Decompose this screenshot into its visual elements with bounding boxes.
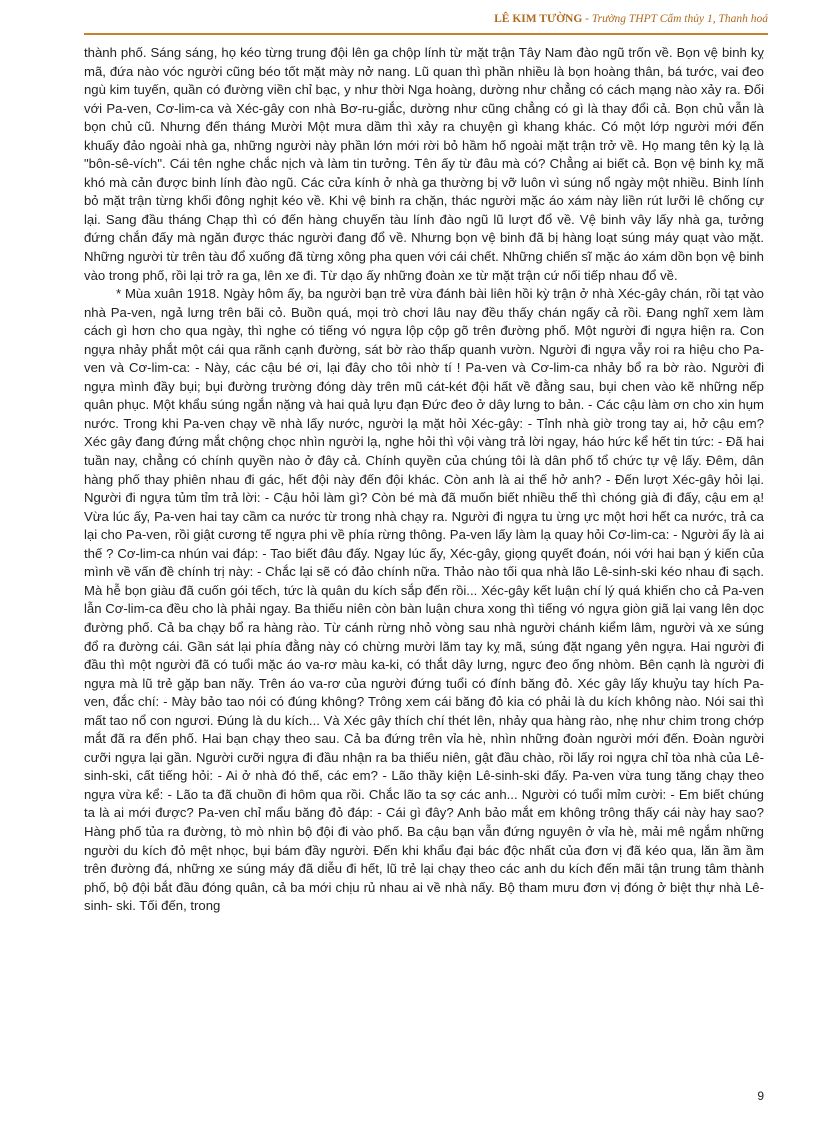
header-author: LÊ KIM TƯỜNG (494, 13, 583, 25)
header-school: Trường THPT Cẩm thủy 1, Thanh hoá (591, 13, 768, 25)
running-header (84, 13, 768, 33)
header-divider (84, 33, 768, 37)
paragraph-continued: thành phố. Sáng sáng, họ kéo từng trung đội lên ga chộp lính từ mặt trận Tây Nam đào ngũ trốn về. Bọn vệ binh kỵ mã, đứa nào vóc người cũng béo tốt mặt mày nở nang. Lũ quan thì phần nhiều là bọn hoàng thân, bá tước, vai đeo ngù kim tuyến, quần có đường viền chỉ bạc, y như thời Nga hoàng, dường như chẳng có cách mạng nào xảy ra. Đối với Pa-ven, Cơ-lim-ca và Xéc-gây con nhà Bơ-ru-giắc, dường như cũng chẳng có gì là thay đổi cả. Bọn chủ vẫn là bọn chủ cũ. Nhưng đến tháng Mười Một mưa dầm thì xảy ra chuyện gì khang khác. Có một lớp người mới đến khuấy đảo ngoài nhà ga, những người này phần lớn mới rời bỏ hầm hố ngoài mặt trận trở về. Họ mang tên kỳ lạ là "bôn-sê-vích". Cái tên nghe chắc nịch và làm tin tưởng. Tên ấy từ đâu mà có? Chẳng ai biết cả. Bọn vệ binh kỵ mã khó mà cản được binh lính đào ngũ. Các cửa kính ở nhà ga thường bị vỡ luôn vì súng nổ ngày một nhiều. Binh lính bỏ mặt trận từng khối đông nghịt kéo về. Khi vệ binh ra chặn, thác người mặc áo xám này liền rút lưỡi lê chống cự lại. Sang đầu tháng Chạp thì có đến hàng chuyến tàu lính đào ngũ lũ lượt đổ về. Vệ binh vây lấy nhà ga, tưởng đứng chắn đấy mà ngăn được thác người đang đổ về. Nhưng bọn vệ binh đã bị hàng loạt súng máy quạt vào mặt. Những người từ trên tàu đổ xuống đã từng xông pha quen với cái chết. Những chiến sĩ mặc áo xám dồn bọn vệ binh vào trong phố, rồi lại trở ra ga, lên xe đi. Từ dạo ấy những đoàn xe từ mặt trận cứ nối tiếp nhau đổ về. (84, 45, 764, 283)
header-separator: - (582, 13, 592, 25)
page-number: 9 (757, 1089, 764, 1103)
body-text (84, 44, 764, 916)
paragraph-spring-1918: * Mùa xuân 1918. Ngày hôm ấy, ba người bạn trẻ vừa đánh bài liên hồi kỳ trận ở nhà Xéc-gây chán, rồi tạt vào nhà Pa-ven, ngả lưng trên bãi cỏ. Buồn quá, mọi trò chơi lâu nay đều thấy chán ngấy cả rồi. Đang nghĩ xem làm cách gì hơn cho qua ngày, thì nghe có tiếng vó ngựa lộp cộp gõ trên đường phố. Một người đi ngựa hiện ra. Con ngựa nhảy phắt một cái qua rãnh cạnh đường, sát bờ rào thấp quanh vườn. Người đi ngựa vẫy roi ra hiệu cho Pa-ven và Cơ-lim-ca: - Này, các cậu bé ơi, lại đây cho tôi nhờ tí ! Pa-ven và Cơ-lim-ca nhảy bổ ra bờ rào. Người đi ngựa mình đầy bụi; bụi đường trường đóng dày trên mũ cát-két đội hất về đằng sau, bụi chen vào kẽ những nếp quân phục. Một khẩu súng ngắn nặng và hai quả lựu đạn Đức đeo ở dây lưng to bản. - Các cậu làm ơn cho xin hụm nước. Trong khi Pa-ven chạy về nhà lấy nước, người lạ mặt hỏi Xéc-gây: - Tỉnh nhà giờ trong tay ai, hở cậu em? Xéc gây đang đứng mắt chộng chọc nhìn người lạ, nghe hỏi thì vội vàng trả lời ngay, háo hức kể hết tin tức: - Đã hai tuần nay, chẳng có chính quyền nào ở đây cả. Chính quyền của chúng tôi là dân phố tổ chức tự vệ lấy. Đêm, dân hàng phố thay phiên nhau đi gác, hết đội này đến đội khác. Còn anh là ai thế hở anh? - Đến lượt Xéc-gây hỏi lại. Người đi ngựa tủm tỉm trả lời: - Cậu hỏi làm gì? Còn bé mà đã muốn biết nhiều thế thì chóng già đi đấy, cậu em ạ! Vừa lúc ấy, Pa-ven hai tay cầm ca nước từ trong nhà chạy ra. Người đi ngựa tu ừng ực một hơi hết ca nước, trả ca lại cho Pa-ven, rồi giật cương tế ngựa phi về phía rừng thông. Pa-ven lấy làm lạ quay hỏi Cơ-lim-ca: - Người ấy là ai thế ? Cơ-lim-ca nhún vai đáp: - Tao biết đâu đấy. Ngay lúc ấy, Xéc-gây, giọng quyết đoán, nói với hai bạn ý kiến của mình về vấn đề chính trị này: - Chắc lại sẽ có đảo chính nữa. Thảo nào tối qua nhà lão Lê-sinh-ski kéo nhau đi sạch. Mà hễ bọn giàu đã cuốn gói tếch, tức là quân du kích sắp đến rồi... Xéc-gây kết luận chí lý quá khiến cho cả Pa-ven lẫn Cơ-lim-ca đều cho là phải ngay. Ba thiếu niên còn bàn luận chưa xong thì tiếng vó ngựa giòn giã lại vang lên dọc đường phố. Cả ba chạy bổ ra hàng rào. Từ cánh rừng nhỏ vòng sau nhà người chánh kiểm lâm, người và xe súng đổ ra đường cái. Gần sát lại phía đằng này có chừng mười lăm tay kỵ mã, súng đặt ngang yên ngựa. Hai người đi đầu thì một người đã có tuổi mặc áo va-rơ màu ka-ki, có thắt dây lưng, ngực đeo ống nhòm. Bên cạnh là người đi ngựa mà lũ trẻ gặp ban nãy. Trên áo va-rơ của người đứng tuổi có đính băng đỏ. Xéc gây lấy khuỷu tay hích Pa-ven, đắc chí: - Mày bảo tao nói có đúng không? Trông xem cái băng đỏ kia có phải là du kích không nào. Nói sai thì mất tao nổ con ngươi. Đúng là du kích... Và Xéc gây thích chí thét lên, nhảy qua hàng rào, nhẹ như chim trong chớp mắt đã ra đến phố. Hai bạn chạy theo sau. Cả ba đứng trên vỉa hè, nhìn những đoàn người mới đến. Đoàn người cưỡi ngựa lại gần. Người cưỡi ngựa đi đầu nhận ra ba thiếu niên, gật đầu chào, rồi lấy roi ngựa chỉ tòa nhà của Lê-sinh-ski, cất tiếng hỏi: - Ai ở nhà đó thế, các em? - Lão thầy kiện Lê-sinh-ski đấy. Pa-ven vừa tung tăng chạy theo ngựa vừa kể: - Lão ta đã chuồn đi hôm qua rồi. Chắc lão ta sợ các anh... Người có tuổi mỉm cười: - Em biết chúng ta là ai mới được? Pa-ven chỉ mẩu băng đỏ đáp: - Cái gì đây? Anh bảo mắt em không trông thấy cái này hay sao? Hàng phố tủa ra đường, tò mò nhìn bộ đội đi vào phố. Ba cậu bạn vẫn đứng nguyên ở vỉa hè, mải mê ngắm những người du kích đỏ mệt nhọc, bụi bám đầy người. Đến khi khẩu đại bác độc nhất của đơn vị đã kéo qua, lăn ầm ầm trên đường đá, những xe súng máy đã diễu đi hết, lũ trẻ lại chạy theo các anh du kích đến mãi tận trung tâm thành phố, bộ đội bắt đầu đóng quân, cả ba mới chịu rủ nhau ai về nhà nấy. Bộ tham mưu đơn vị đóng ở biệt thự nhà Lê-sinh- ski. Tối đến, trong (84, 286, 764, 914)
